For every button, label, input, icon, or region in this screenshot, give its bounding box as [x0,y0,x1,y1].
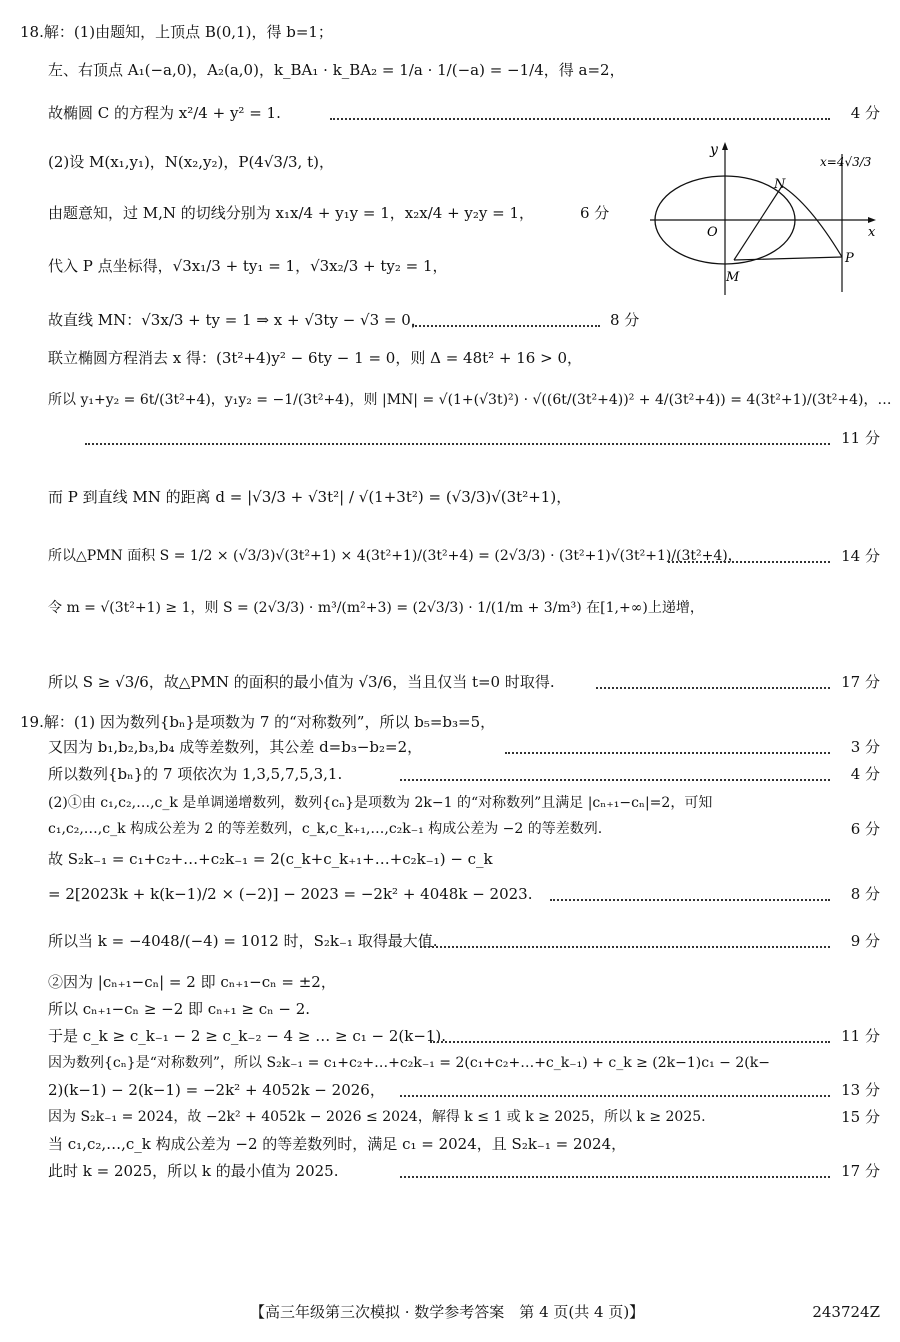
score-label: 13 分 [841,1081,880,1099]
score-label: 17 分 [841,1162,880,1180]
score-label: 8 分 [610,311,640,329]
text-line: 所以当 k = −4048/(−4) = 1012 时，S₂k₋₁ 取得最大值. [48,932,438,950]
score-label: 8 分 [850,885,880,903]
point-p-label: P [845,251,854,266]
text-line: 联立椭圆方程消去 x 得：(3t²+4)y² − 6ty − 1 = 0，则 Δ = 48t² + 16 > 0， [48,349,583,367]
text-line: 于是 c_k ≥ c_k₋₁ − 2 ≥ c_k₋₂ − 4 ≥ … ≥ c₁ − 2(k−1). [48,1027,447,1045]
text-line: 此时 k = 2025，所以 k 的最小值为 2025. [48,1162,339,1180]
score-label: 9 分 [850,932,880,950]
text-line: 又因为 b₁,b₂,b₃,b₄ 成等差数列，其公差 d=b₃−b₂=2， [48,738,423,756]
text-line: 代入 P 点坐标得，√3x₁/3 + ty₁ = 1，√3x₂/3 + ty₂ = 1， [48,257,448,275]
text-line: 所以 y₁+y₂ = 6t/(3t²+4)，y₁y₂ = −1/(3t²+4)，则 |MN| = √(1+(√3t)²) · √((6t/(3t²+4))² + 4/(3t²+4)) = 4(3t²+1)/(3t²+4)，… [48,392,892,408]
tangent-mp [734,257,842,260]
text-line: ②因为 |cₙ₊₁−cₙ| = 2 即 cₙ₊₁−cₙ = ±2， [48,973,336,991]
text-line: 因为数列{cₙ}是“对称数列”，所以 S₂k₋₁ = c₁+c₂+…+c₂k₋₁ = 2(c₁+c₂+…+c_k₋₁) + c_k ≥ (2k−1)c₁ − 2(k− [48,1055,770,1071]
score-label: 15 分 [841,1108,880,1126]
text-line: 所以 cₙ₊₁−cₙ ≥ −2 即 cₙ₊₁ ≥ cₙ − 2. [48,1000,311,1018]
point-n-label: N [774,177,786,192]
text-line: = 2[2023k + k(k−1)/2 × (−2)] − 2023 = −2k² + 4048k − 2023. [48,885,533,903]
dot-leader [668,561,830,563]
x-axis-arrow [868,217,876,223]
text-line: 所以数列{bₙ}的 7 项依次为 1,3,5,7,5,3,1. [48,765,343,783]
text-line: 左、右顶点 A₁(−a,0)，A₂(a,0)，k_BA₁ · k_BA₂ = 1/a · 1/(−a) = −1/4，得 a=2， [48,61,625,79]
dot-leader [550,899,830,901]
score-label: 14 分 [841,547,880,565]
dot-leader [596,687,830,689]
x-axis-label: x [868,225,876,240]
text-line: 故椭圆 C 的方程为 x²/4 + y² = 1. [48,104,281,122]
ellipse-tangent-diagram [640,140,890,300]
text-line: 令 m = √(3t²+1) ≥ 1，则 S = (2√3/3) · m³/(m²+3) = (2√3/3) · 1/(1/m + 3/m³) 在[1,+∞)上递增， [48,600,704,616]
dot-leader [505,752,830,754]
text-line: 而 P 到直线 MN 的距离 d = |√3/3 + √3t²| / √(1+3t²) = (√3/3)√(3t²+1)， [48,488,572,506]
footer-title: 【高三年级第三次模拟 · 数学参考答案 第 4 页(共 4 页)】 [250,1303,645,1321]
segment-mn [734,186,782,260]
dot-leader [330,118,830,120]
line-equation-label: x=4√3/3 [820,155,872,169]
dot-leader [400,1095,830,1097]
dot-leader [430,1041,830,1043]
score-label: 17 分 [841,673,880,691]
text-line: 由题意知，过 M,N 的切线分别为 x₁x/4 + y₁y = 1，x₂x/4 + y₂y = 1， [48,204,535,222]
score-label: 6 分 [850,820,880,838]
score-label: 4 分 [850,104,880,122]
score-label: 6 分 [580,204,610,222]
dot-leader [85,443,830,445]
score-label: 11 分 [841,1027,880,1045]
text-line: c₁,c₂,…,c_k 构成公差为 2 的等差数列，c_k,c_k₊₁,…,c₂k₋₁ 构成公差为 −2 的等差数列. [48,821,603,837]
point-m-label: M [726,270,740,285]
text-line: 所以△PMN 面积 S = 1/2 × (√3/3)√(3t²+1) × 4(3t²+1)/(3t²+4) = (2√3/3) · (3t²+1)√(3t²+1)/(3t²+4)， [48,548,742,564]
y-axis-arrow [722,142,728,150]
text-line: 因为 S₂k₋₁ = 2024，故 −2k² + 4052k − 2026 ≤ 2024，解得 k ≤ 1 或 k ≥ 2025，所以 k ≥ 2025. [48,1109,706,1125]
dot-leader [400,1176,830,1178]
dot-leader [400,779,830,781]
origin-label: O [707,225,718,240]
text-line: (2)①由 c₁,c₂,…,c_k 是单调递增数列，数列{cₙ}是项数为 2k−1 的“对称数列”且满足 |cₙ₊₁−cₙ|=2，可知 [48,795,713,811]
text-line: (2)设 M(x₁,y₁)，N(x₂,y₂)，P(4√3/3, t)， [48,153,334,171]
text-line: 2)(k−1) − 2(k−1) = −2k² + 4052k − 2026， [48,1081,385,1099]
score-label: 4 分 [850,765,880,783]
dot-leader [420,946,830,948]
tangent-np [782,186,842,257]
dot-leader [412,325,600,327]
score-label: 11 分 [841,429,880,447]
y-axis-label: y [710,142,718,158]
text-line: 19.解：(1) 因为数列{bₙ}是项数为 7 的“对称数列”，所以 b₅=b₃=5， [20,713,496,731]
text-line: 18.解：(1)由题知，上顶点 B(0,1)，得 b=1； [20,23,333,41]
text-line: 所以 S ≥ √3/6，故△PMN 的面积的最小值为 √3/6，当且仅当 t=0 时取得. [48,673,555,691]
text-line: 故 S₂k₋₁ = c₁+c₂+…+c₂k₋₁ = 2(c_k+c_k₊₁+…+c₂k₋₁) − c_k [48,850,493,868]
score-label: 3 分 [850,738,880,756]
text-line: 当 c₁,c₂,…,c_k 构成公差为 −2 的等差数列时，满足 c₁ = 2024，且 S₂k₋₁ = 2024， [48,1135,627,1153]
footer-code: 243724Z [812,1303,880,1321]
text-line: 故直线 MN：√3x/3 + ty = 1 ⇒ x + √3ty − √3 = 0， [48,311,426,329]
